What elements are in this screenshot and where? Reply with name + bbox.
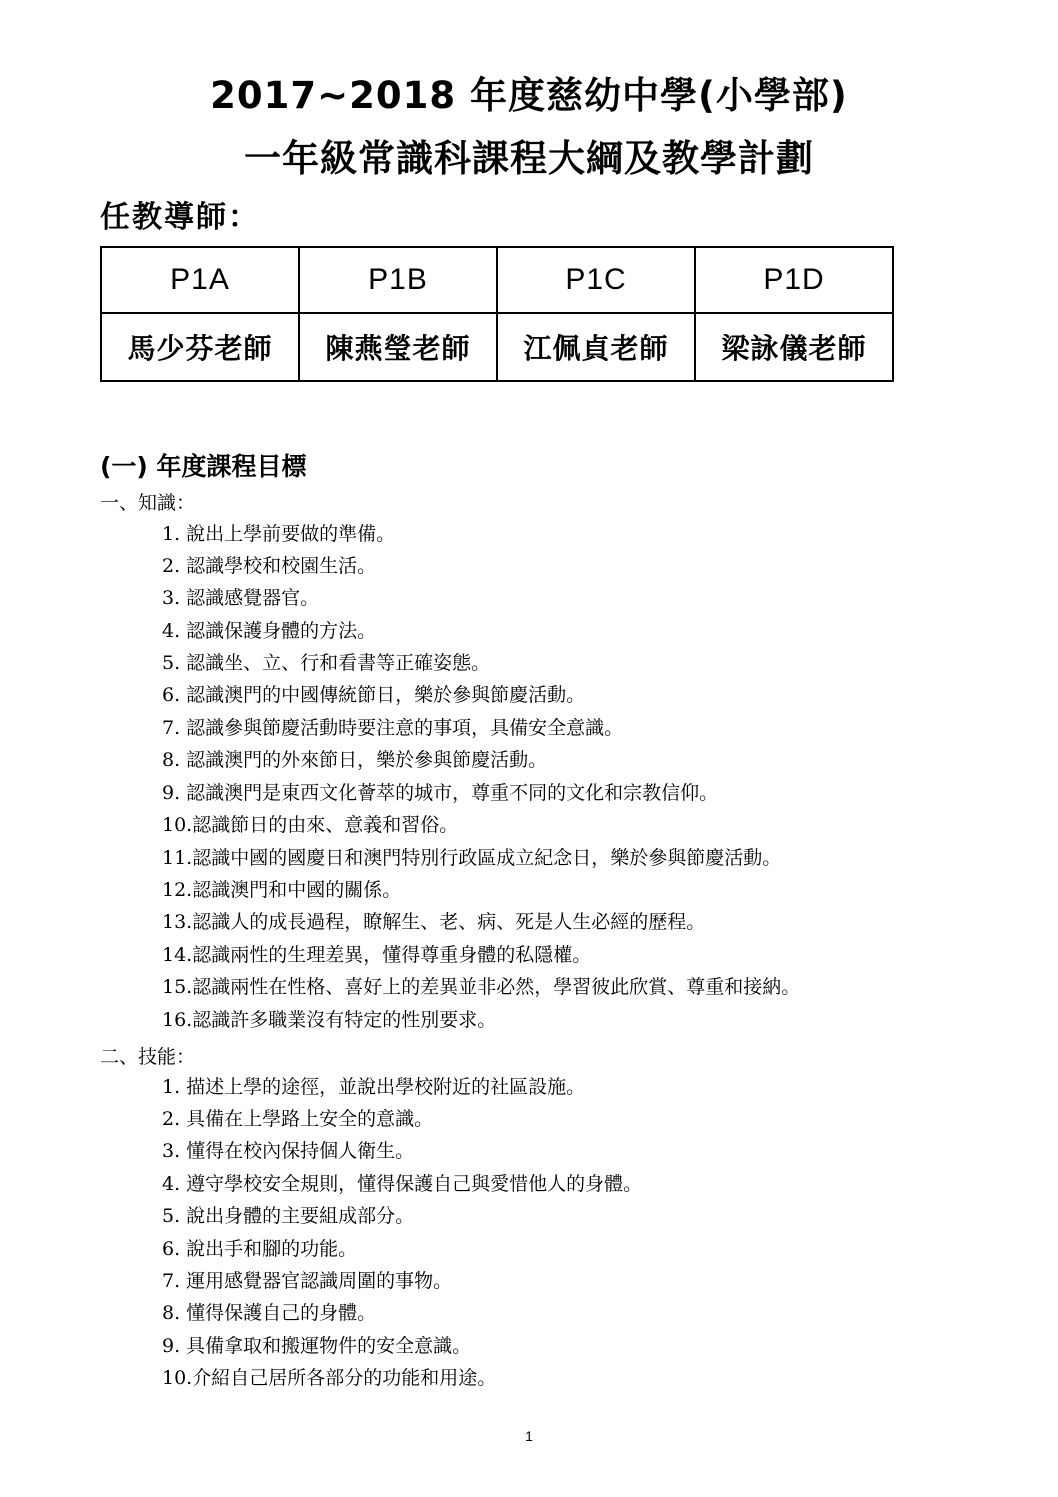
skills-item: 1. 描述上學的途徑，並說出學校附近的社區設施。 — [162, 1076, 586, 1098]
knowledge-item: 16.認識許多職業沒有特定的性別要求。 — [162, 1009, 497, 1031]
class-cell: P1C — [497, 247, 695, 313]
class-cell: P1B — [299, 247, 497, 313]
skills-item: 3. 懂得在校內保持個人衛生。 — [162, 1140, 415, 1162]
skills-item: 9. 具備拿取和搬運物件的安全意識。 — [162, 1335, 472, 1357]
skills-item: 2. 具備在上學路上安全的意識。 — [162, 1108, 434, 1130]
skills-item: 5. 說出身體的主要組成部分。 — [162, 1205, 415, 1227]
class-cell: P1A — [101, 247, 299, 313]
page-number: 1 — [525, 1428, 533, 1444]
knowledge-item: 13.認識人的成長過程，瞭解生、老、病、死是人生必經的歷程。 — [162, 911, 706, 933]
skills-item: 4. 遵守學校安全規則，懂得保護自己與愛惜他人的身體。 — [162, 1173, 643, 1195]
knowledge-item: 7. 認識參與節慶活動時要注意的事項，具備安全意識。 — [162, 717, 624, 739]
skills-item: 10.介紹自己居所各部分的功能和用途。 — [162, 1367, 497, 1389]
knowledge-item: 10.認識節日的由來、意義和習俗。 — [162, 814, 459, 836]
knowledge-item: 2. 認識學校和校園生活。 — [162, 555, 377, 577]
knowledge-item: 12.認識澳門和中國的關係。 — [162, 879, 402, 901]
knowledge-item: 1. 說出上學前要做的準備。 — [162, 523, 396, 545]
class-row — [101, 247, 893, 313]
teacher-row — [101, 313, 893, 381]
teacher-cell: 陳燕瑩老師 — [299, 313, 497, 381]
knowledge-item: 5. 認識坐、立、行和看書等正確姿態。 — [162, 652, 491, 674]
knowledge-item: 6. 認識澳門的中國傳統節日，樂於參與節慶活動。 — [162, 684, 586, 706]
knowledge-item: 9. 認識澳門是東西文化薈萃的城市，尊重不同的文化和宗教信仰。 — [162, 782, 719, 804]
knowledge-label: 一、知識： — [100, 492, 196, 514]
knowledge-item: 4. 認識保護身體的方法。 — [162, 620, 377, 642]
knowledge-item: 11.認識中國的國慶日和澳門特別行政區成立紀念日，樂於參與節慶活動。 — [162, 847, 782, 869]
teacher-cell: 馬少芬老師 — [101, 313, 299, 381]
document-title-line2: 一年級常識科課程大綱及教學計劃 — [244, 137, 814, 180]
class-cell: P1D — [695, 247, 893, 313]
knowledge-item: 3. 認識感覺器官。 — [162, 587, 320, 609]
skills-label: 二、技能： — [100, 1046, 196, 1068]
teacher-cell: 梁詠儀老師 — [695, 313, 893, 381]
skills-item: 8. 懂得保護自己的身體。 — [162, 1302, 377, 1324]
teachers-table — [100, 246, 894, 382]
section-heading-annual-goals: (一) 年度課程目標 — [100, 452, 307, 481]
document-title-line1: 2017~2018 年度慈幼中學(小學部) — [210, 74, 848, 117]
skills-item: 7. 運用感覺器官認識周圍的事物。 — [162, 1270, 453, 1292]
teacher-cell: 江佩貞老師 — [497, 313, 695, 381]
teachers-heading: 任教導師： — [100, 200, 260, 235]
knowledge-item: 14.認識兩性的生理差異，懂得尊重身體的私隱權。 — [162, 944, 592, 966]
knowledge-item: 8. 認識澳門的外來節日，樂於參與節慶活動。 — [162, 749, 548, 771]
skills-item: 6. 說出手和腳的功能。 — [162, 1238, 358, 1260]
knowledge-item: 15.認識兩性在性格、喜好上的差異並非必然，學習彼此欣賞、尊重和接納。 — [162, 976, 801, 998]
